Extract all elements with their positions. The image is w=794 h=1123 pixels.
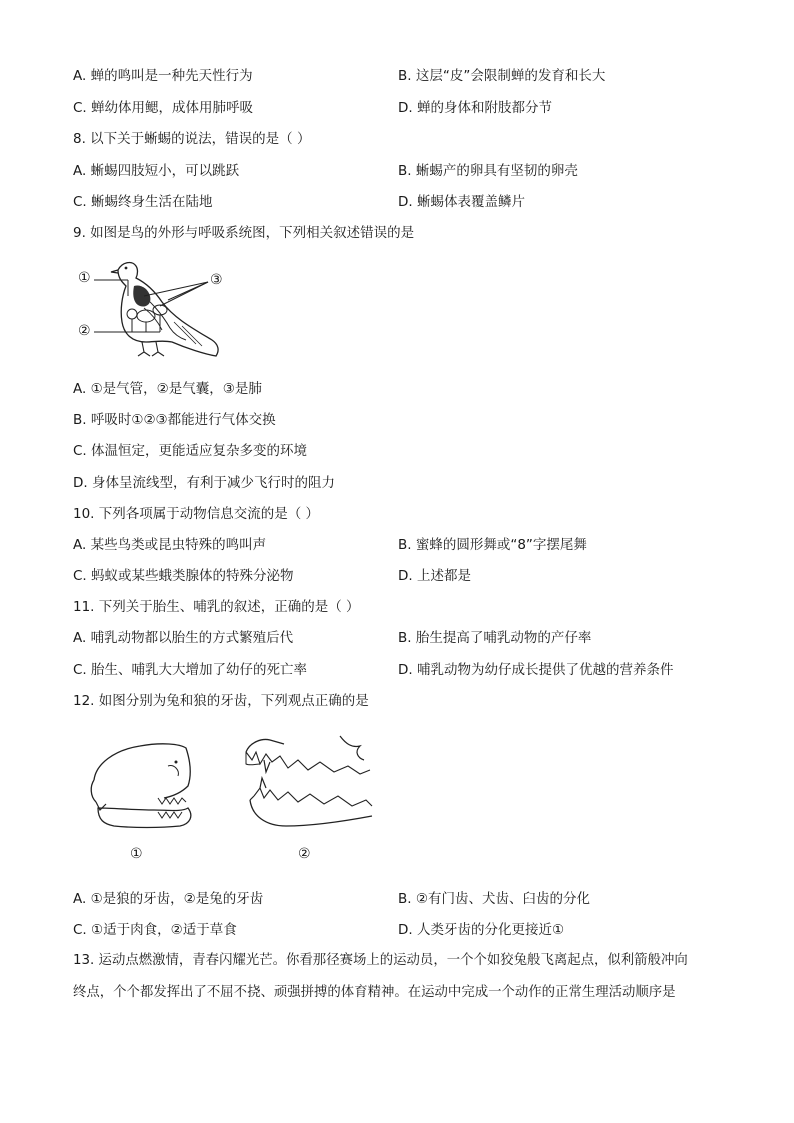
bird-label-2: ② [78,323,91,339]
q8-option-a: A. 蜥蜴四肢短小，可以跳跃 [73,163,240,179]
q11-option-a: A. 哺乳动物都以胎生的方式繁殖后代 [73,630,294,646]
q12-option-a: A. ①是狼的牙齿，②是兔的牙齿 [73,891,264,907]
q11-option-d: D. 哺乳动物为幼仔成长提供了优越的营养条件 [398,662,674,678]
wolf-skull-figure [240,730,376,866]
q9-option-b: B. 呼吸时①②③都能进行气体交换 [73,412,276,428]
q13-stem-line-2: 终点，个个都发挥出了不屈不挠、顽强拼搏的体育精神。在运动中完成一个动作的正常生理活动顺序是 [73,985,676,1000]
q9-option-d: D. 身体呈流线型，有利于减少飞行时的阻力 [73,475,335,491]
q8-stem: 8. 以下关于蜥蜴的说法，错误的是（ ） [73,131,311,147]
teeth-label-2: ② [298,846,311,862]
q12-option-c: C. ①适于肉食，②适于草食 [73,922,237,938]
q8-option-d: D. 蜥蜴体表覆盖鳞片 [398,194,525,210]
q8-option-c: C. 蜥蜴终身生活在陆地 [73,194,213,210]
q7-option-b: B. 这层“皮”会限制蝉的发育和长大 [398,68,606,84]
q10-option-a: A. 某些鸟类或昆虫特殊的鸣叫声 [73,537,267,553]
teeth-label-1: ① [130,846,143,862]
q9-stem: 9. 如图是鸟的外形与呼吸系统图，下列相关叙述错误的是 [73,225,415,241]
rabbit-teeth-illustration [84,730,208,840]
q7-option-a: A. 蝉的鸣叫是一种先天性行为 [73,68,253,84]
q13-stem-line-1: 13. 运动点燃激情，青春闪耀光芒。你看那径赛场上的运动员，一个个如狡兔般飞离起点，似利箭般冲向 [73,953,688,968]
q12-option-b: B. ②有门齿、犬齿、臼齿的分化 [398,891,590,907]
q11-stem: 11. 下列关于胎生、哺乳的叙述，正确的是（ ） [73,599,360,615]
q10-option-d: D. 上述都是 [398,568,471,584]
wolf-teeth-illustration [240,730,376,840]
q10-option-c: C. 蚂蚁或某些蛾类腺体的特殊分泌物 [73,568,294,584]
q7-option-c: C. 蝉幼体用鳃，成体用肺呼吸 [73,100,254,116]
q12-option-d: D. 人类牙齿的分化更接近① [398,922,565,938]
bird-label-1: ① [78,270,91,286]
q10-stem: 10. 下列各项属于动物信息交流的是（ ） [73,506,320,522]
q11-option-c: C. 胎生、哺乳大大增加了幼仔的死亡率 [73,662,308,678]
q12-stem: 12. 如图分别为兔和狼的牙齿，下列观点正确的是 [73,693,369,709]
q10-option-b: B. 蜜蜂的圆形舞或“8”字摆尾舞 [398,537,587,553]
q9-option-a: A. ①是气管，②是气囊，③是肺 [73,381,262,397]
q7-option-d: D. 蝉的身体和附肢都分节 [398,100,552,116]
bird-label-3: ③ [210,272,223,288]
rabbit-skull-figure [84,730,208,866]
bird-respiratory-figure [74,256,244,364]
q9-option-c: C. 体温恒定，更能适应复杂多变的环境 [73,443,308,459]
q11-option-b: B. 胎生提高了哺乳动物的产仔率 [398,630,592,646]
q8-option-b: B. 蜥蜴产的卵具有坚韧的卵壳 [398,163,578,179]
